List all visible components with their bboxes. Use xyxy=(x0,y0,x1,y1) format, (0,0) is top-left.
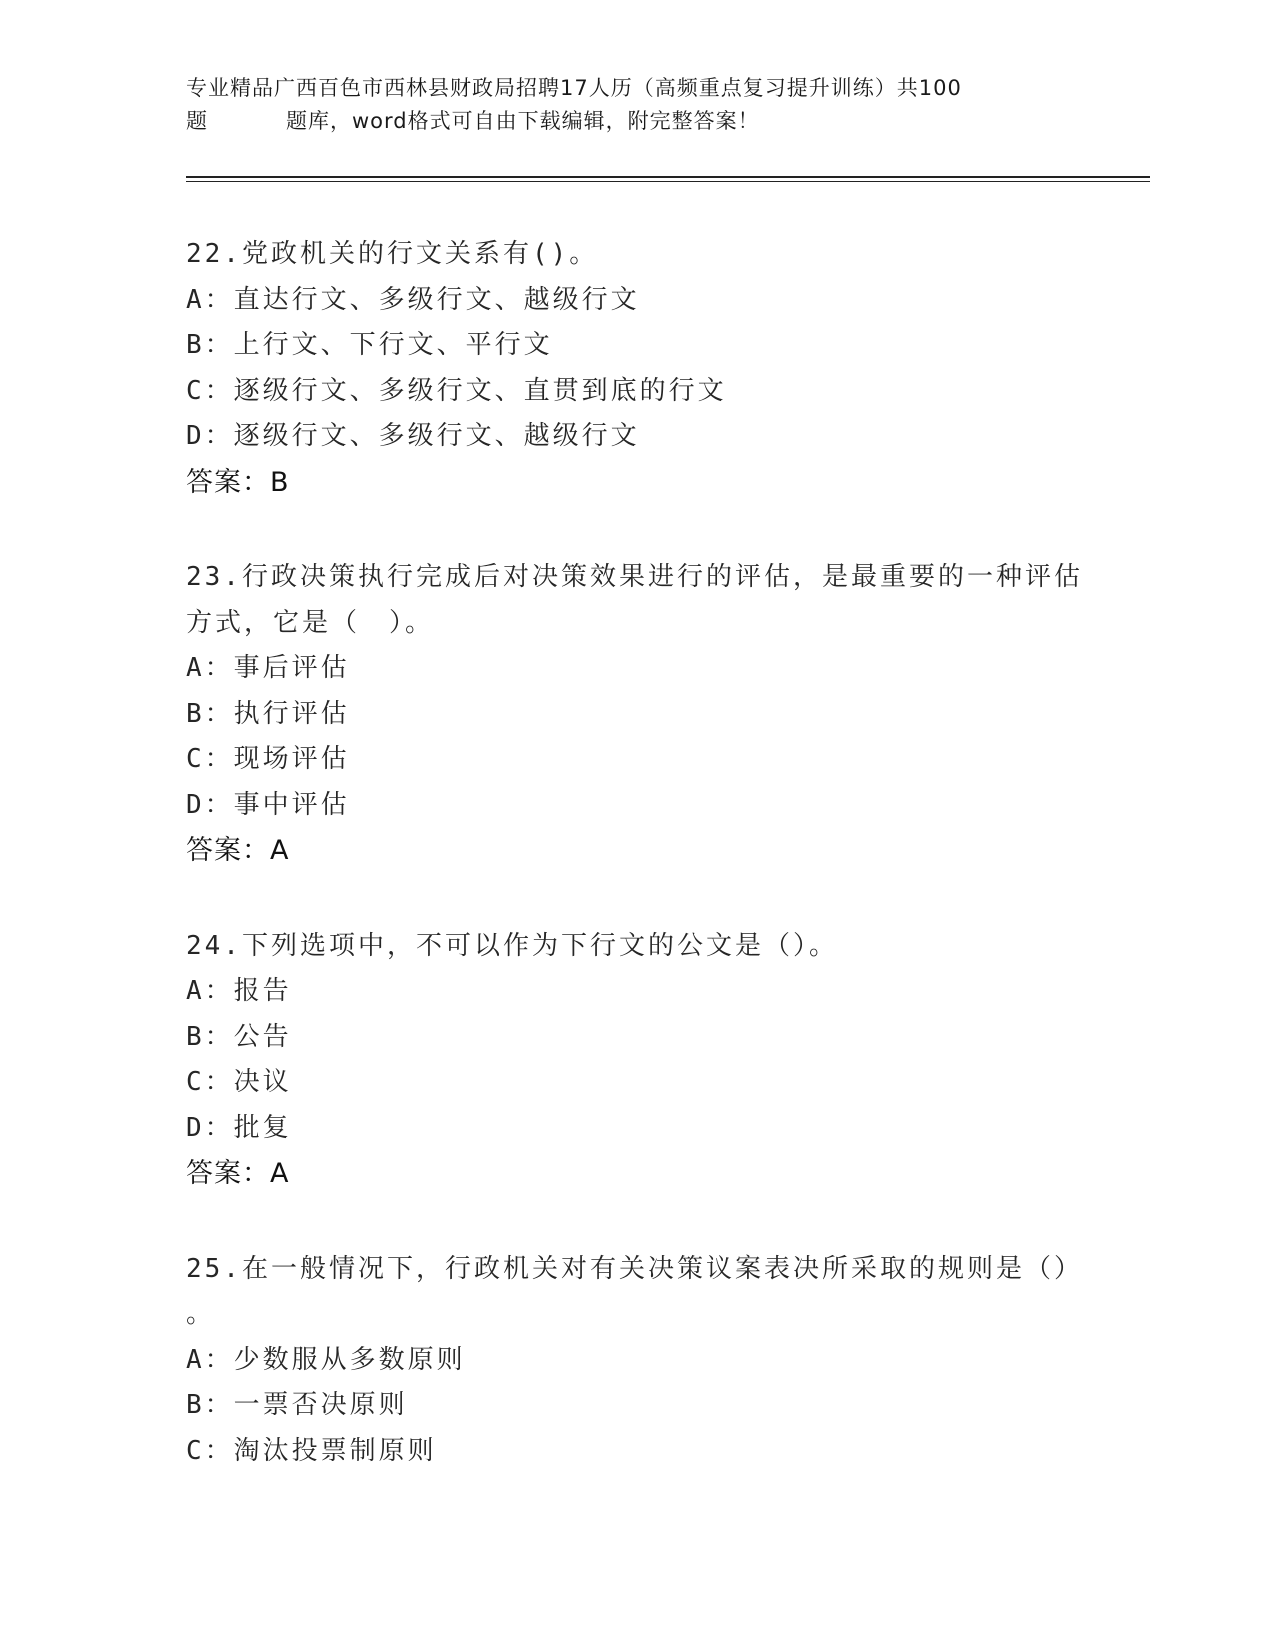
answer-option: B：一票否决原则 xyxy=(186,1390,408,1420)
answer-option: B：公告 xyxy=(186,1021,292,1052)
answer-option: C：淘汰投票制原则 xyxy=(186,1435,437,1466)
answer-key: 答案：B xyxy=(186,466,290,498)
question-block xyxy=(186,924,1086,1197)
answer-option: D：事中评估 xyxy=(186,789,350,820)
answer-option: A：报告 xyxy=(186,976,292,1006)
question-stem: 方式，它是（ ）。 xyxy=(186,607,435,638)
question-list xyxy=(186,232,1086,1524)
header-divider xyxy=(186,176,1150,178)
header-title-fragment: 题库，word格式可自由下载编辑，附完整答案！ xyxy=(286,109,760,133)
answer-option: C：决议 xyxy=(186,1067,292,1097)
answer-option: D：批复 xyxy=(186,1112,292,1143)
question-stem: 。 xyxy=(186,1299,216,1329)
header-title-line-1: 专业精品广西百色市西林县财政局招聘17人历（高频重点复习提升训练）共100 xyxy=(186,76,962,100)
question-stem: 25.在一般情况下，行政机关对有关决策议案表决所采取的规则是（） xyxy=(186,1253,1083,1284)
question-block xyxy=(186,232,1086,505)
answer-key: 答案：A xyxy=(186,1158,290,1189)
question-stem: 24.下列选项中，不可以作为下行文的公文是（）。 xyxy=(186,930,838,961)
header-title-fragment: 题 xyxy=(186,109,208,133)
answer-option: A：事后评估 xyxy=(186,653,350,683)
answer-option: B：上行文、下行文、平行文 xyxy=(186,330,553,360)
question-block xyxy=(186,1247,1086,1475)
header-title-line-2 xyxy=(186,105,1086,138)
answer-option: B：执行评估 xyxy=(186,698,350,729)
question-stem: 23.行政决策执行完成后对决策效果进行的评估，是最重要的一种评估 xyxy=(186,562,1083,592)
question-stem: 22.党政机关的行文关系有()。 xyxy=(186,239,599,269)
answer-option: D：逐级行文、多级行文、越级行文 xyxy=(186,421,640,451)
answer-option: C：逐级行文、多级行文、直贯到底的行文 xyxy=(186,375,727,406)
answer-option: A：少数服从多数原则 xyxy=(186,1344,466,1375)
header-divider xyxy=(186,181,1150,182)
answer-key: 答案：A xyxy=(186,835,290,866)
document-header xyxy=(186,72,1086,138)
answer-option: A：直达行文、多级行文、越级行文 xyxy=(186,284,640,315)
question-block xyxy=(186,555,1086,874)
answer-option: C：现场评估 xyxy=(186,744,350,774)
